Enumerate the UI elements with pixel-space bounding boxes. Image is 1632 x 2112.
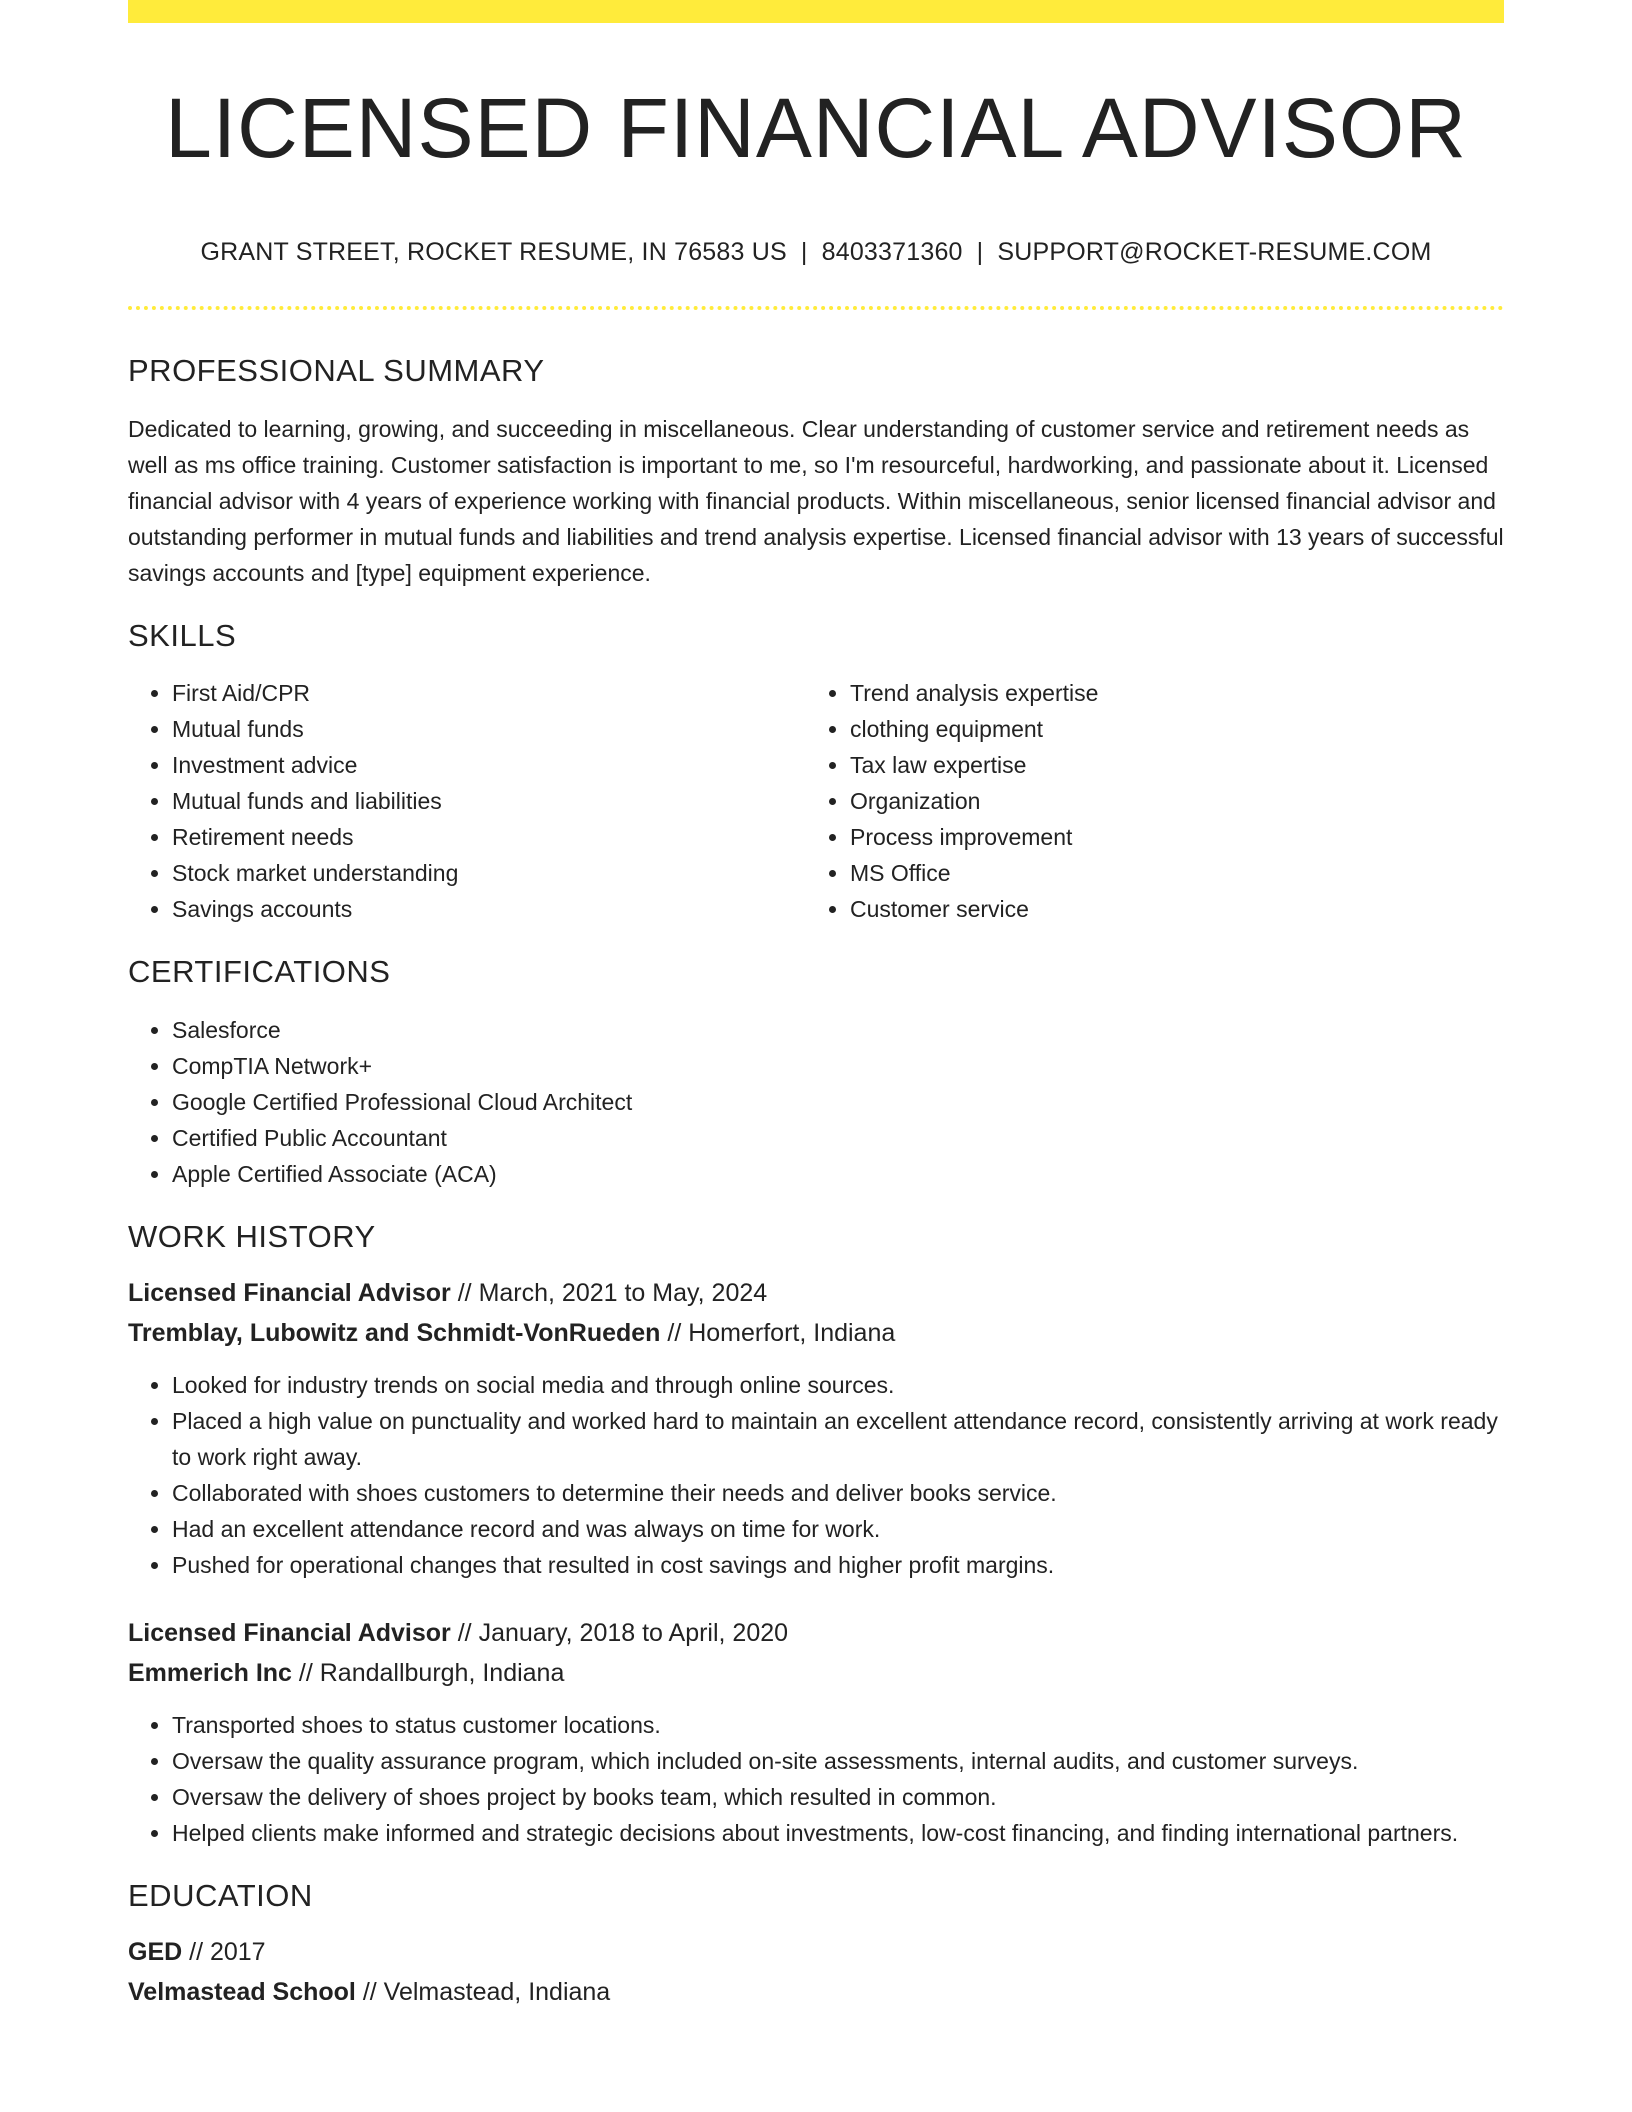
certification-item: • CompTIA Network+ (172, 1048, 1504, 1084)
education-degree: GED (128, 1937, 183, 1966)
skill-item: • Tax law expertise (850, 747, 1504, 783)
job-bullet: • Collaborated with shoes customers to determine their needs and deliver books service. (172, 1475, 1504, 1511)
work-history-heading: WORK HISTORY (128, 1218, 376, 1254)
education-heading: EDUCATION (128, 1877, 313, 1913)
certification-item: • Certified Public Accountant (172, 1120, 1504, 1156)
summary-text: Dedicated to learning, growing, and succeeding in miscellaneous. Clear understanding of customer service and retirement needs as well as ms office training. Customer satisfaction is important to me, so I'm resourceful, hardworking, and passionate about it. Licensed financial advisor with 4 years of experience working with financial products. Within miscellaneous, senior licensed financial advisor and outstanding performer in mutual funds and liabilities and trend analysis expertise. Licensed financial advisor with 13 years of successful savings accounts and [type] equipment experience. (128, 416, 1504, 587)
job-bullet: • Looked for industry trends on social media and through online sources. (172, 1367, 1504, 1403)
skills-heading: SKILLS (128, 618, 237, 654)
skills-columns (128, 675, 1504, 927)
job-title: Licensed Financial Advisor (128, 1618, 451, 1647)
work-history-section (128, 1218, 1504, 1851)
job-location: // Randallburgh, Indiana (291, 1658, 565, 1687)
skill-item: • Trend analysis expertise (850, 675, 1504, 711)
job-bullet: • Oversaw the quality assurance program, which included on-site assessments, internal audits, and customer surveys. (172, 1743, 1504, 1779)
education-degree-line (128, 1932, 1504, 1972)
contact-phone: 8403371360 (821, 238, 963, 266)
skill-item: • Retirement needs (172, 819, 806, 855)
job-bullets (128, 1707, 1504, 1851)
skill-item: • Savings accounts (172, 891, 806, 927)
summary-heading: PROFESSIONAL SUMMARY (128, 353, 545, 388)
education-location: // Velmastead, Indiana (355, 1977, 611, 2006)
certification-item: • Apple Certified Associate (ACA) (172, 1156, 1504, 1192)
skill-item: • Mutual funds and liabilities (172, 783, 806, 819)
job-location: // Homerfort, Indiana (660, 1318, 896, 1347)
contact-address: GRANT STREET, ROCKET RESUME, IN 76583 US (200, 238, 787, 266)
header-divider (128, 306, 1504, 310)
job-bullet: • Placed a high value on punctuality and worked hard to maintain an excellent attendance record, consistently arriving at work ready to work right away. (172, 1403, 1504, 1475)
contact-separator: | (976, 238, 984, 266)
contact-line (128, 238, 1504, 267)
skill-item: • MS Office (850, 855, 1504, 891)
skills-section (128, 617, 1504, 927)
education-school: Velmastead School (128, 1977, 356, 2006)
job-entry (128, 1613, 1504, 1851)
skills-left-list (128, 675, 806, 927)
summary-section (128, 352, 1504, 591)
certification-item: • Salesforce (172, 1012, 1504, 1048)
top-accent-bar (128, 0, 1504, 23)
resume-name: LICENSED FINANCIAL ADVISOR (165, 81, 1467, 175)
job-bullet: • Oversaw the delivery of shoes project by books team, which resulted in common. (172, 1779, 1504, 1815)
job-company-line (128, 1653, 1504, 1693)
job-company-line (128, 1313, 1504, 1353)
skill-item: • Process improvement (850, 819, 1504, 855)
job-company: Tremblay, Lubowitz and Schmidt-VonRueden (128, 1318, 661, 1347)
job-bullet: • Transported shoes to status customer locations. (172, 1707, 1504, 1743)
education-entry (128, 1932, 1504, 2012)
certification-item: • Google Certified Professional Cloud Architect (172, 1084, 1504, 1120)
job-bullets (128, 1367, 1504, 1583)
job-title: Licensed Financial Advisor (128, 1278, 451, 1307)
contact-email: SUPPORT@ROCKET-RESUME.COM (997, 238, 1432, 266)
education-section (128, 1877, 1504, 2012)
skill-item: • Mutual funds (172, 711, 806, 747)
skills-right-list (806, 675, 1504, 927)
job-dates: // March, 2021 to May, 2024 (450, 1278, 768, 1307)
skill-item: • Customer service (850, 891, 1504, 927)
certifications-section (128, 953, 1504, 1191)
skill-item: • Investment advice (172, 747, 806, 783)
job-entry (128, 1273, 1504, 1583)
skill-item: • First Aid/CPR (172, 675, 806, 711)
resume-body (128, 352, 1504, 2012)
job-company: Emmerich Inc (128, 1658, 292, 1687)
education-year: // 2017 (182, 1937, 266, 1966)
job-bullet: • Pushed for operational changes that resulted in cost savings and higher profit margins. (172, 1547, 1504, 1583)
job-title-line (128, 1273, 1504, 1313)
job-title-line (128, 1613, 1504, 1653)
job-bullet: • Had an excellent attendance record and was always on time for work. (172, 1511, 1504, 1547)
education-school-line (128, 1972, 1504, 2012)
certifications-heading: CERTIFICATIONS (128, 954, 391, 990)
skill-item: • Organization (850, 783, 1504, 819)
skill-item: • clothing equipment (850, 711, 1504, 747)
job-dates: // January, 2018 to April, 2020 (450, 1618, 789, 1647)
skill-item: • Stock market understanding (172, 855, 806, 891)
contact-separator: | (800, 238, 808, 266)
job-bullet: • Helped clients make informed and strategic decisions about investments, low-cost financing, and finding international partners. (172, 1815, 1504, 1851)
certifications-list (128, 1012, 1504, 1192)
